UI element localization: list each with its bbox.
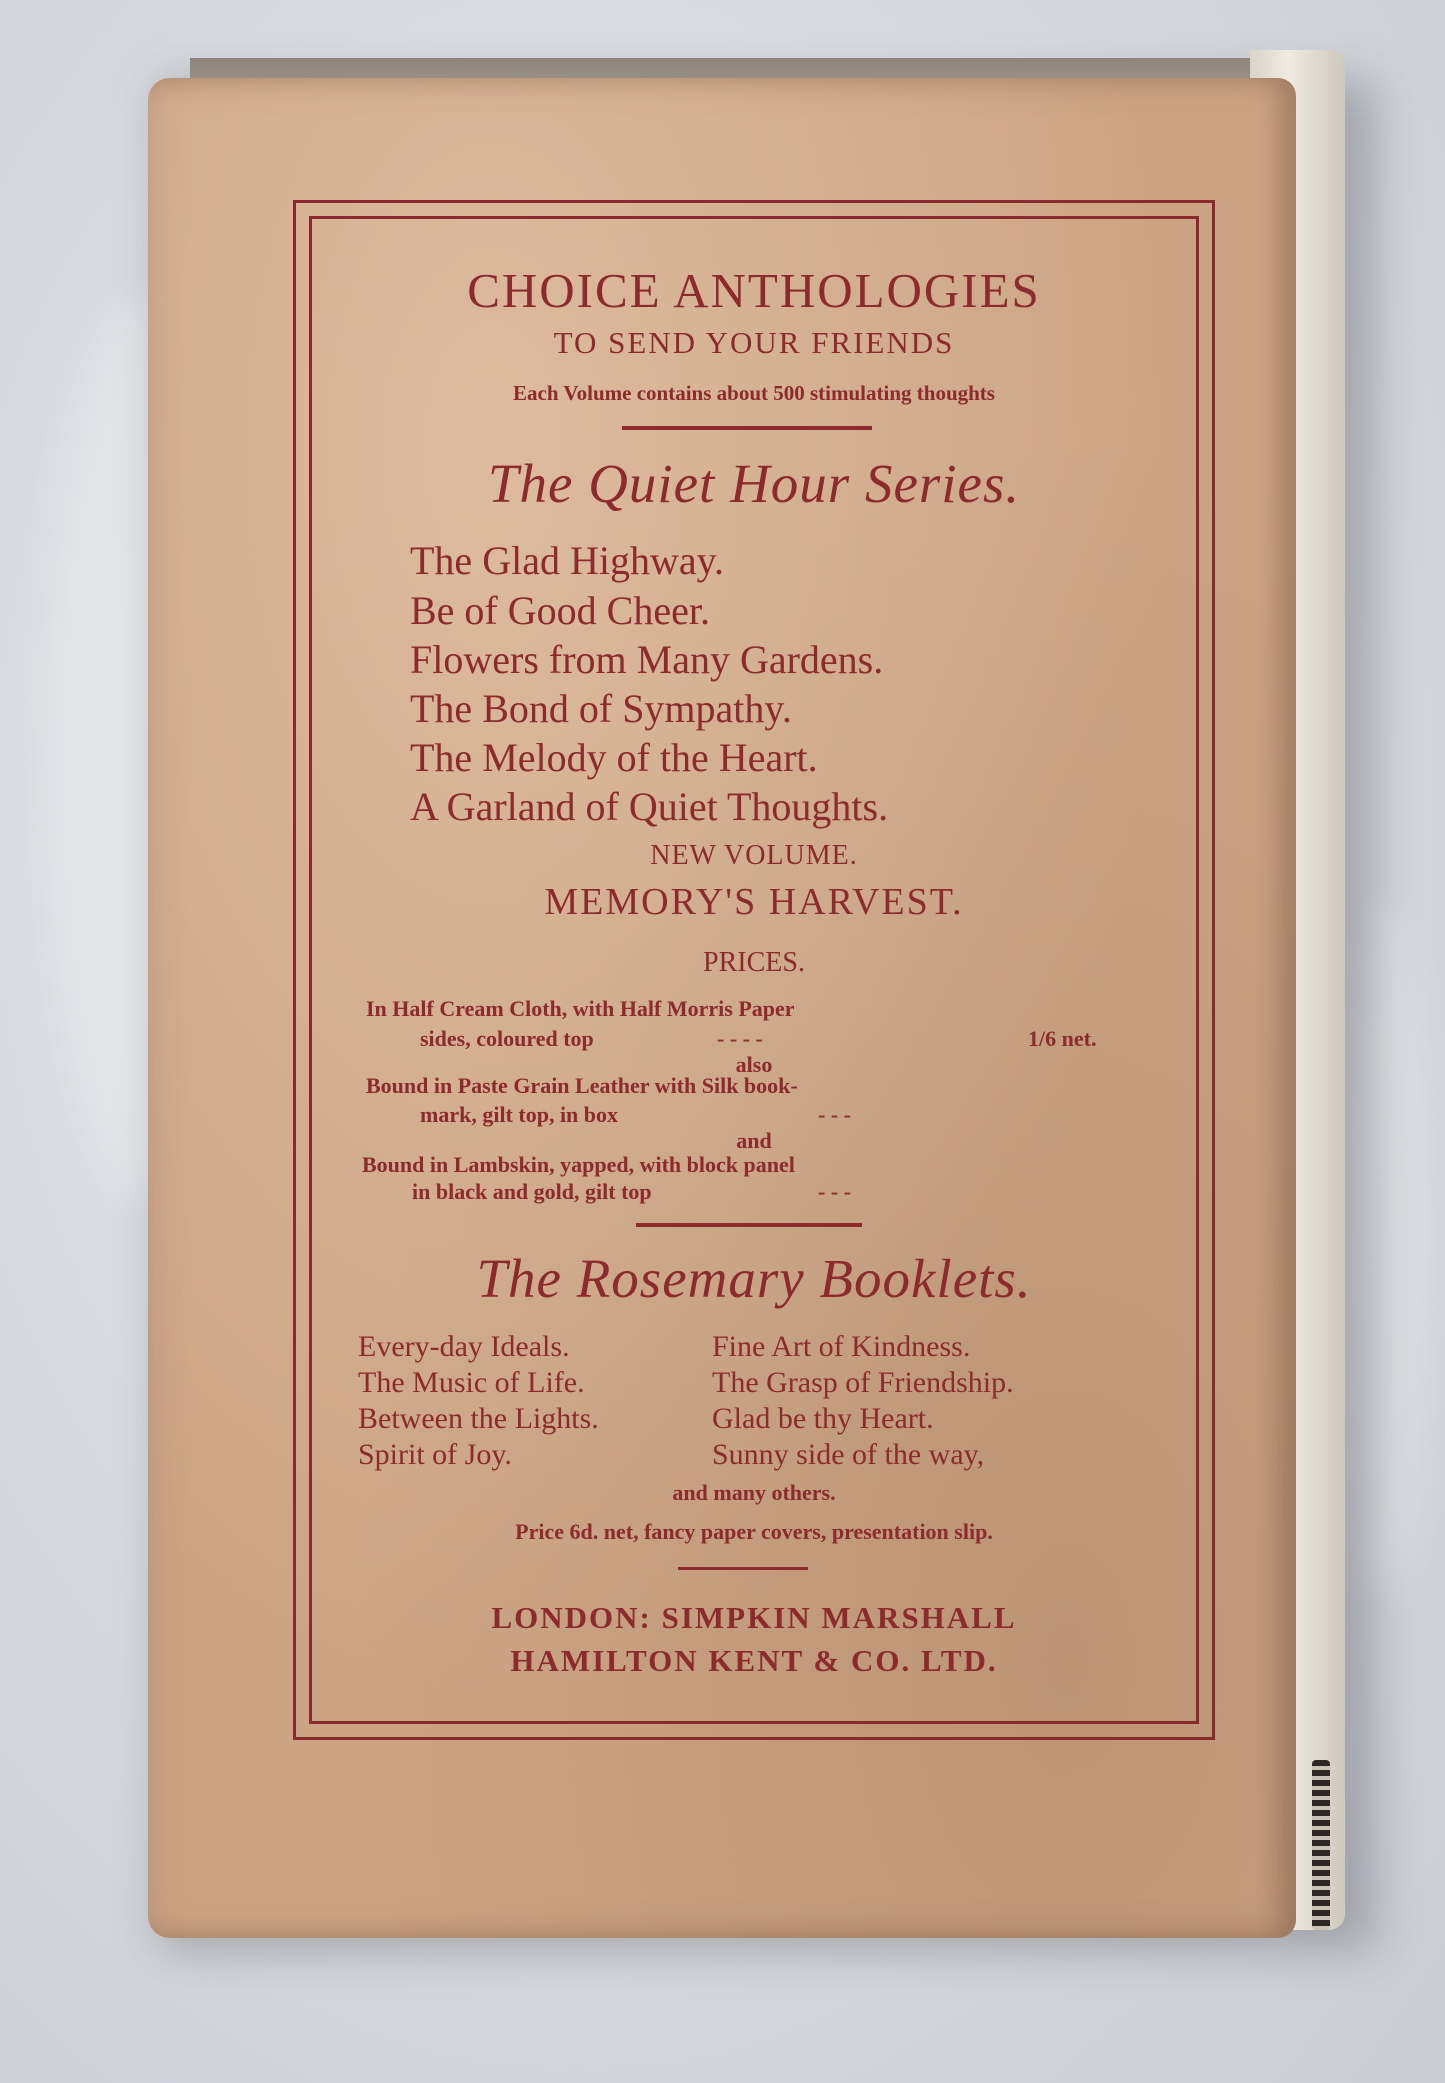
rosemary-more: and many others. [672, 1480, 836, 1505]
rosemary-title: Between the Lights. [358, 1402, 599, 1435]
heading: CHOICE ANTHOLOGIES [467, 263, 1041, 318]
subheading: TO SEND YOUR FRIENDS [553, 325, 955, 360]
quiet-hour-title: Flowers from Many Gardens. [410, 637, 884, 682]
price-line: mark, gilt top, in box [420, 1102, 619, 1127]
price-line: sides, coloured top [420, 1026, 594, 1051]
rosemary-title: Sunny side of the way, [712, 1438, 985, 1471]
price-line: Bound in Lambskin, yapped, with block panel [362, 1152, 795, 1177]
price-line: Bound in Paste Grain Leather with Silk book- [366, 1073, 798, 1098]
price-line: in black and gold, gilt top [412, 1179, 652, 1204]
rosemary-price-note: Price 6d. net, fancy paper covers, presentation slip. [515, 1519, 993, 1544]
price-dashes: - - - [818, 1179, 851, 1204]
rosemary-title: Every-day Ideals. [358, 1330, 570, 1363]
quiet-hour-title: The Melody of the Heart. [410, 735, 818, 780]
price-line: In Half Cream Cloth, with Half Morris Paper [366, 996, 795, 1021]
quiet-hour-title: The Bond of Sympathy. [410, 686, 792, 731]
rosemary-title: Glad be thy Heart. [712, 1402, 934, 1435]
new-volume-title: MEMORY'S HARVEST. [544, 881, 964, 923]
rosemary-title: Fine Art of Kindness. [712, 1330, 971, 1363]
rosemary-title: The Grasp of Friendship. [712, 1366, 1014, 1399]
publisher-line: LONDON: SIMPKIN MARSHALL [491, 1600, 1017, 1635]
publisher-line: HAMILTON KENT & CO. LTD. [510, 1643, 998, 1678]
rosemary-series-title: The Rosemary Booklets. [476, 1248, 1032, 1309]
price-conjunction: also [735, 1052, 773, 1077]
tagline: Each Volume contains about 500 stimulating thoughts [513, 381, 995, 405]
divider-rule [622, 426, 872, 430]
price-conjunction: and [736, 1128, 772, 1153]
divider-rule [636, 1223, 862, 1227]
price-dashes: - - - - [717, 1026, 763, 1051]
rosemary-title: The Music of Life. [358, 1366, 585, 1399]
quiet-hour-title: The Glad Highway. [410, 538, 724, 583]
price-amount: 1/6 net. [1028, 1026, 1097, 1051]
rosemary-title: Spirit of Joy. [358, 1438, 512, 1471]
quiet-hour-series-title: The Quiet Hour Series. [487, 453, 1021, 514]
prices-heading: PRICES. [703, 947, 805, 978]
quiet-hour-title: Be of Good Cheer. [410, 588, 710, 633]
quiet-hour-title: A Garland of Quiet Thoughts. [410, 784, 889, 829]
divider-rule [678, 1567, 808, 1570]
new-volume-label: NEW VOLUME. [650, 840, 858, 871]
price-dashes: - - - [818, 1102, 851, 1127]
spine-tear [1312, 1760, 1330, 1930]
